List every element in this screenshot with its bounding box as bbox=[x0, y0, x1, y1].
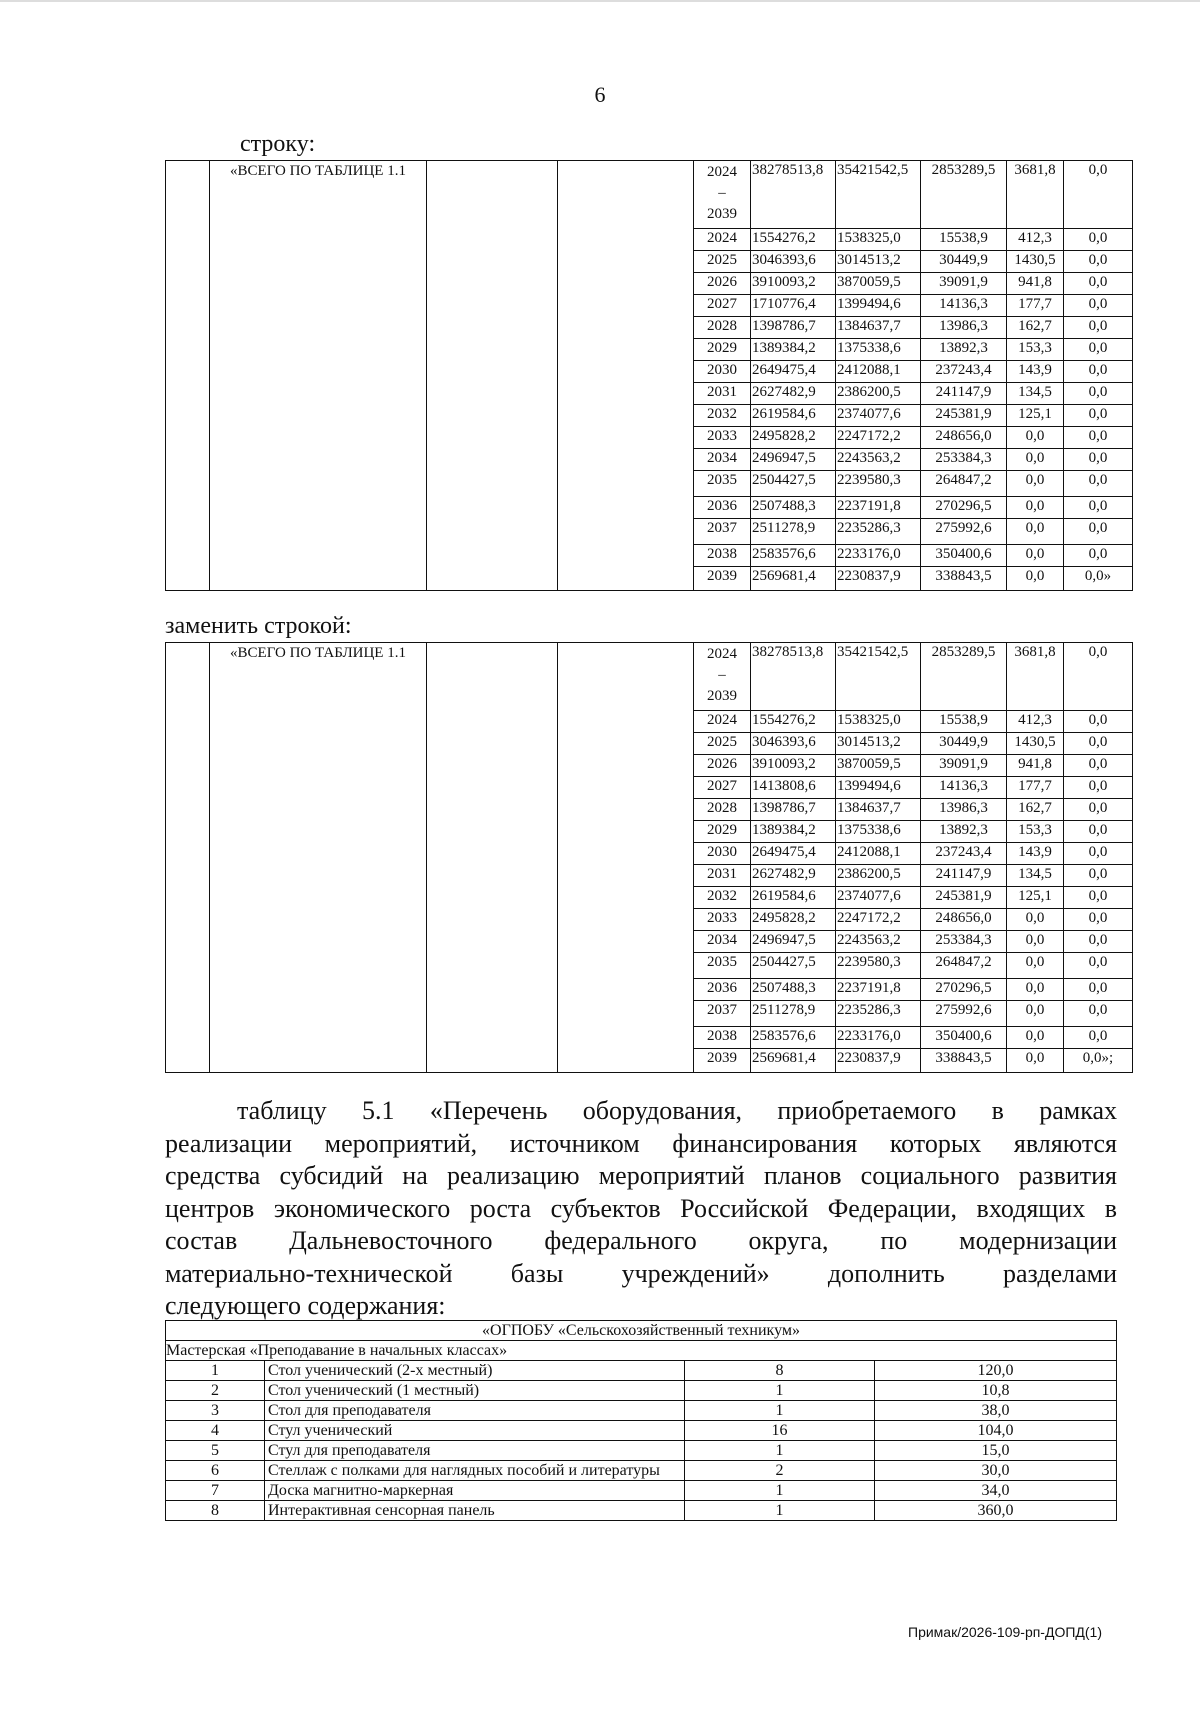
value-cell: 2649475,4 bbox=[751, 361, 836, 383]
value-cell: 0,0 bbox=[1064, 405, 1133, 427]
before-label: строку: bbox=[240, 131, 316, 157]
value-cell: 241147,9 bbox=[921, 383, 1007, 405]
value-cell: 177,7 bbox=[1007, 777, 1064, 799]
value-cell: 1389384,2 bbox=[751, 821, 836, 843]
value-cell: 0,0 bbox=[1007, 1001, 1064, 1027]
equipment-table bbox=[165, 1320, 1117, 1521]
equipment-name-cell: Доска магнитно-маркерная bbox=[265, 1481, 685, 1501]
value-cell: 2230837,9 bbox=[836, 1049, 921, 1073]
period-end: 2039 bbox=[707, 206, 737, 222]
value-cell: 0,0 bbox=[1007, 1049, 1064, 1073]
value-cell: 2507488,3 bbox=[751, 979, 836, 1001]
period-start: 2024 bbox=[707, 646, 737, 662]
equipment-qty-cell: 1 bbox=[685, 1401, 875, 1421]
value-cell: 39091,9 bbox=[921, 273, 1007, 295]
value-cell: 253384,3 bbox=[921, 449, 1007, 471]
value-cell: 2496947,5 bbox=[751, 931, 836, 953]
value-cell: 1554276,2 bbox=[751, 711, 836, 733]
value-cell: 13892,3 bbox=[921, 821, 1007, 843]
value-cell: 0,0 bbox=[1064, 471, 1133, 497]
paragraph-line: таблицу 5.1 «Перечень оборудования, приобретаемого в рамках bbox=[237, 1096, 1117, 1125]
empty-cell bbox=[558, 643, 694, 1073]
value-cell: 1384637,7 bbox=[836, 317, 921, 339]
period-cell bbox=[694, 643, 751, 711]
period-end: 2039 bbox=[707, 688, 737, 704]
value-cell: 0,0 bbox=[1007, 567, 1064, 591]
equipment-name-cell: Стул для преподавателя bbox=[265, 1441, 685, 1461]
equipment-sum-cell: 360,0 bbox=[875, 1501, 1117, 1521]
value-cell: 2247172,2 bbox=[836, 909, 921, 931]
value-cell: 14136,3 bbox=[921, 295, 1007, 317]
value-cell: 0,0 bbox=[1007, 449, 1064, 471]
paragraph-line: центров экономического роста субъектов Российской Федерации, входящих в bbox=[165, 1193, 1117, 1223]
value-cell: 0,0 bbox=[1064, 449, 1133, 471]
year-cell: 2025 bbox=[694, 733, 751, 755]
value-cell: 143,9 bbox=[1007, 361, 1064, 383]
year-cell: 2034 bbox=[694, 449, 751, 471]
paragraph-line: состав Дальневосточного федерального округа, по модернизации bbox=[165, 1226, 1117, 1255]
year-cell: 2035 bbox=[694, 471, 751, 497]
value-cell: 2247172,2 bbox=[836, 427, 921, 449]
value-cell: 2235286,3 bbox=[836, 1001, 921, 1027]
value-cell: 2243563,2 bbox=[836, 449, 921, 471]
equipment-name-cell: Стол ученический (1 местный) bbox=[265, 1381, 685, 1401]
value-cell: 275992,6 bbox=[921, 519, 1007, 545]
empty-cell bbox=[427, 643, 558, 1073]
equipment-sum-cell: 15,0 bbox=[875, 1441, 1117, 1461]
period-dash: – bbox=[718, 185, 726, 201]
value-cell: 3046393,6 bbox=[751, 251, 836, 273]
value-cell: 134,5 bbox=[1007, 383, 1064, 405]
value-cell: 0,0 bbox=[1064, 843, 1133, 865]
value-cell: 2412088,1 bbox=[836, 361, 921, 383]
value-cell: 412,3 bbox=[1007, 229, 1064, 251]
value-cell: 0,0 bbox=[1064, 931, 1133, 953]
equipment-qty-cell: 16 bbox=[685, 1421, 875, 1441]
equipment-n-cell: 5 bbox=[166, 1441, 265, 1461]
value-cell: 2233176,0 bbox=[836, 545, 921, 567]
value-cell: 0,0 bbox=[1064, 821, 1133, 843]
value-cell: 0,0 bbox=[1064, 887, 1133, 909]
value-cell: 1398786,7 bbox=[751, 317, 836, 339]
equipment-row bbox=[166, 1441, 1117, 1461]
value-cell: 1710776,4 bbox=[751, 295, 836, 317]
value-cell: 2619584,6 bbox=[751, 887, 836, 909]
value-cell: 2504427,5 bbox=[751, 471, 836, 497]
value-cell: 1399494,6 bbox=[836, 295, 921, 317]
equipment-sum-cell: 38,0 bbox=[875, 1401, 1117, 1421]
value-cell: 2237191,8 bbox=[836, 497, 921, 519]
value-cell: 0,0 bbox=[1064, 361, 1133, 383]
value-cell: 248656,0 bbox=[921, 909, 1007, 931]
value-cell: 125,1 bbox=[1007, 405, 1064, 427]
value-cell: 338843,5 bbox=[921, 1049, 1007, 1073]
value-cell: 0,0 bbox=[1007, 519, 1064, 545]
table-row bbox=[166, 643, 1133, 711]
value-cell: 0,0 bbox=[1064, 711, 1133, 733]
scan-edge bbox=[0, 0, 1200, 2]
value-cell: 0,0 bbox=[1064, 229, 1133, 251]
year-cell: 2026 bbox=[694, 755, 751, 777]
value-cell: 237243,4 bbox=[921, 843, 1007, 865]
value-cell: 338843,5 bbox=[921, 567, 1007, 591]
value-cell: 0,0 bbox=[1064, 909, 1133, 931]
value-cell: 2583576,6 bbox=[751, 1027, 836, 1049]
equipment-n-cell: 7 bbox=[166, 1481, 265, 1501]
year-cell: 2037 bbox=[694, 1001, 751, 1027]
value-cell: 15538,9 bbox=[921, 711, 1007, 733]
year-cell: 2029 bbox=[694, 821, 751, 843]
value-cell: 2412088,1 bbox=[836, 843, 921, 865]
value-cell: 2386200,5 bbox=[836, 865, 921, 887]
equipment-sum-cell: 104,0 bbox=[875, 1421, 1117, 1441]
equipment-row bbox=[166, 1481, 1117, 1501]
value-cell: 0,0 bbox=[1064, 519, 1133, 545]
year-cell: 2027 bbox=[694, 295, 751, 317]
value-cell: 0,0 bbox=[1007, 931, 1064, 953]
value-cell: 941,8 bbox=[1007, 273, 1064, 295]
value-cell: 162,7 bbox=[1007, 317, 1064, 339]
equipment-sum-cell: 34,0 bbox=[875, 1481, 1117, 1501]
value-cell: 38278513,8 bbox=[751, 643, 836, 711]
value-cell: 3014513,2 bbox=[836, 733, 921, 755]
value-cell: 0,0 bbox=[1007, 979, 1064, 1001]
value-cell: 0,0 bbox=[1064, 339, 1133, 361]
value-cell: 2496947,5 bbox=[751, 449, 836, 471]
year-cell: 2024 bbox=[694, 711, 751, 733]
value-cell: 0,0 bbox=[1064, 1027, 1133, 1049]
equipment-n-cell: 2 bbox=[166, 1381, 265, 1401]
year-cell: 2030 bbox=[694, 361, 751, 383]
year-cell: 2032 bbox=[694, 887, 751, 909]
value-cell: 0,0 bbox=[1007, 1027, 1064, 1049]
value-cell: 0,0 bbox=[1064, 733, 1133, 755]
value-cell: 13986,3 bbox=[921, 317, 1007, 339]
paragraph-line: материально-технической базы учреждений» дополнить разделами bbox=[165, 1258, 1117, 1288]
year-cell: 2034 bbox=[694, 931, 751, 953]
equipment-qty-cell: 1 bbox=[685, 1481, 875, 1501]
value-cell: 412,3 bbox=[1007, 711, 1064, 733]
value-cell: 2239580,3 bbox=[836, 471, 921, 497]
value-cell: 0,0 bbox=[1064, 777, 1133, 799]
period-cell bbox=[694, 161, 751, 229]
year-cell: 2031 bbox=[694, 865, 751, 887]
value-cell: 350400,6 bbox=[921, 1027, 1007, 1049]
value-cell: 241147,9 bbox=[921, 865, 1007, 887]
value-cell: 153,3 bbox=[1007, 821, 1064, 843]
value-cell: 153,3 bbox=[1007, 339, 1064, 361]
value-cell: 270296,5 bbox=[921, 979, 1007, 1001]
year-cell: 2029 bbox=[694, 339, 751, 361]
value-cell: 1399494,6 bbox=[836, 777, 921, 799]
equipment-name-cell: Стол ученический (2-х местный) bbox=[265, 1361, 685, 1381]
year-cell: 2026 bbox=[694, 273, 751, 295]
value-cell: 2233176,0 bbox=[836, 1027, 921, 1049]
value-cell: 2507488,3 bbox=[751, 497, 836, 519]
year-cell: 2036 bbox=[694, 979, 751, 1001]
equipment-row bbox=[166, 1381, 1117, 1401]
value-cell: 1384637,7 bbox=[836, 799, 921, 821]
equipment-qty-cell: 8 bbox=[685, 1361, 875, 1381]
new-total-table bbox=[165, 642, 1133, 1073]
equipment-n-cell: 4 bbox=[166, 1421, 265, 1441]
value-cell: 2619584,6 bbox=[751, 405, 836, 427]
value-cell: 1538325,0 bbox=[836, 711, 921, 733]
value-cell: 2504427,5 bbox=[751, 953, 836, 979]
value-cell: 13986,3 bbox=[921, 799, 1007, 821]
value-cell: 2649475,4 bbox=[751, 843, 836, 865]
period-dash: – bbox=[718, 667, 726, 683]
value-cell: 1538325,0 bbox=[836, 229, 921, 251]
value-cell: 248656,0 bbox=[921, 427, 1007, 449]
value-cell: 35421542,5 bbox=[836, 643, 921, 711]
after-label: заменить строкой: bbox=[165, 613, 352, 639]
table-row bbox=[166, 161, 1133, 229]
year-cell: 2030 bbox=[694, 843, 751, 865]
org-header: «ОГПОБУ «Сельскохозяйственный техникум» bbox=[166, 1321, 1117, 1341]
value-cell: 125,1 bbox=[1007, 887, 1064, 909]
value-cell: 2495828,2 bbox=[751, 909, 836, 931]
equipment-sum-cell: 30,0 bbox=[875, 1461, 1117, 1481]
value-cell: 1430,5 bbox=[1007, 251, 1064, 273]
value-cell: 3910093,2 bbox=[751, 273, 836, 295]
equipment-n-cell: 3 bbox=[166, 1401, 265, 1421]
page-number: 6 bbox=[594, 82, 606, 107]
value-cell: 38278513,8 bbox=[751, 161, 836, 229]
value-cell: 2237191,8 bbox=[836, 979, 921, 1001]
value-cell: 275992,6 bbox=[921, 1001, 1007, 1027]
value-cell: 2569681,4 bbox=[751, 1049, 836, 1073]
value-cell: 0,0 bbox=[1064, 273, 1133, 295]
value-cell: 0,0 bbox=[1064, 317, 1133, 339]
equipment-row bbox=[166, 1401, 1117, 1421]
value-cell: 3910093,2 bbox=[751, 755, 836, 777]
year-cell: 2039 bbox=[694, 567, 751, 591]
year-cell: 2025 bbox=[694, 251, 751, 273]
number-cell bbox=[166, 643, 210, 1073]
value-cell: 0,0 bbox=[1064, 643, 1133, 711]
equipment-row bbox=[166, 1361, 1117, 1381]
value-cell: 0,0 bbox=[1064, 545, 1133, 567]
value-cell: 0,0 bbox=[1064, 1001, 1133, 1027]
value-cell: 14136,3 bbox=[921, 777, 1007, 799]
year-cell: 2031 bbox=[694, 383, 751, 405]
value-cell: 2239580,3 bbox=[836, 953, 921, 979]
equipment-qty-cell: 1 bbox=[685, 1441, 875, 1461]
year-cell: 2035 bbox=[694, 953, 751, 979]
year-cell: 2038 bbox=[694, 545, 751, 567]
value-cell: 3681,8 bbox=[1007, 643, 1064, 711]
value-cell: 1375338,6 bbox=[836, 821, 921, 843]
value-cell: 237243,4 bbox=[921, 361, 1007, 383]
paragraph-line: средства субсидий на реализацию мероприятий планов социального развития bbox=[165, 1161, 1117, 1190]
value-cell: 0,0 bbox=[1007, 497, 1064, 519]
period-start: 2024 bbox=[707, 164, 737, 180]
old-total-table bbox=[165, 160, 1133, 591]
year-cell: 2028 bbox=[694, 799, 751, 821]
value-cell: 134,5 bbox=[1007, 865, 1064, 887]
value-cell: 30449,9 bbox=[921, 733, 1007, 755]
value-cell: 143,9 bbox=[1007, 843, 1064, 865]
year-cell: 2036 bbox=[694, 497, 751, 519]
amendment-paragraph bbox=[165, 1095, 1117, 1323]
value-cell: 2511278,9 bbox=[751, 1001, 836, 1027]
value-cell: 253384,3 bbox=[921, 931, 1007, 953]
value-cell: 245381,9 bbox=[921, 405, 1007, 427]
year-cell: 2028 bbox=[694, 317, 751, 339]
value-cell: 2627482,9 bbox=[751, 865, 836, 887]
value-cell: 0,0 bbox=[1064, 953, 1133, 979]
value-cell: 0,0 bbox=[1064, 251, 1133, 273]
equipment-name-cell: Стеллаж с полками для наглядных пособий и литературы bbox=[265, 1461, 685, 1481]
value-cell: 0,0» bbox=[1064, 567, 1133, 591]
equipment-row bbox=[166, 1501, 1117, 1521]
value-cell: 35421542,5 bbox=[836, 161, 921, 229]
equipment-name-cell: Стул ученический bbox=[265, 1421, 685, 1441]
equipment-n-cell: 8 bbox=[166, 1501, 265, 1521]
value-cell: 0,0 bbox=[1007, 953, 1064, 979]
equipment-qty-cell: 1 bbox=[685, 1501, 875, 1521]
value-cell: 3681,8 bbox=[1007, 161, 1064, 229]
value-cell: 0,0 bbox=[1064, 161, 1133, 229]
equipment-row bbox=[166, 1421, 1117, 1441]
value-cell: 3870059,5 bbox=[836, 273, 921, 295]
value-cell: 3870059,5 bbox=[836, 755, 921, 777]
number-cell bbox=[166, 161, 210, 591]
value-cell: 350400,6 bbox=[921, 545, 1007, 567]
value-cell: 2853289,5 bbox=[921, 643, 1007, 711]
value-cell: 2235286,3 bbox=[836, 519, 921, 545]
paragraph-line: следующего содержания: bbox=[165, 1291, 446, 1320]
equipment-qty-cell: 1 bbox=[685, 1381, 875, 1401]
value-cell: 3014513,2 bbox=[836, 251, 921, 273]
value-cell: 0,0 bbox=[1064, 427, 1133, 449]
value-cell: 1413808,6 bbox=[751, 777, 836, 799]
value-cell: 177,7 bbox=[1007, 295, 1064, 317]
value-cell: 2495828,2 bbox=[751, 427, 836, 449]
year-cell: 2033 bbox=[694, 427, 751, 449]
title-cell: «ВСЕГО ПО ТАБЛИЦЕ 1.1 bbox=[210, 643, 427, 1073]
value-cell: 3046393,6 bbox=[751, 733, 836, 755]
value-cell: 1430,5 bbox=[1007, 733, 1064, 755]
section-header: Мастерская «Преподавание в начальных классах» bbox=[166, 1341, 1117, 1361]
value-cell: 270296,5 bbox=[921, 497, 1007, 519]
value-cell: 2583576,6 bbox=[751, 545, 836, 567]
value-cell: 245381,9 bbox=[921, 887, 1007, 909]
paragraph-line: реализации мероприятий, источником финансирования которых являются bbox=[165, 1128, 1117, 1158]
value-cell: 0,0»; bbox=[1064, 1049, 1133, 1073]
value-cell: 2853289,5 bbox=[921, 161, 1007, 229]
equipment-qty-cell: 2 bbox=[685, 1461, 875, 1481]
title-cell: «ВСЕГО ПО ТАБЛИЦЕ 1.1 bbox=[210, 161, 427, 591]
year-cell: 2032 bbox=[694, 405, 751, 427]
value-cell: 0,0 bbox=[1064, 755, 1133, 777]
value-cell: 2511278,9 bbox=[751, 519, 836, 545]
document-footer: Примак/2026-109-рп-ДОПД(1) bbox=[908, 1624, 1102, 1640]
value-cell: 941,8 bbox=[1007, 755, 1064, 777]
year-cell: 2024 bbox=[694, 229, 751, 251]
value-cell: 1554276,2 bbox=[751, 229, 836, 251]
value-cell: 0,0 bbox=[1007, 545, 1064, 567]
year-cell: 2038 bbox=[694, 1027, 751, 1049]
equipment-name-cell: Интерактивная сенсорная панель bbox=[265, 1501, 685, 1521]
value-cell: 264847,2 bbox=[921, 471, 1007, 497]
value-cell: 1398786,7 bbox=[751, 799, 836, 821]
value-cell: 1375338,6 bbox=[836, 339, 921, 361]
equipment-sum-cell: 120,0 bbox=[875, 1361, 1117, 1381]
equipment-n-cell: 6 bbox=[166, 1461, 265, 1481]
value-cell: 13892,3 bbox=[921, 339, 1007, 361]
value-cell: 0,0 bbox=[1064, 497, 1133, 519]
value-cell: 2230837,9 bbox=[836, 567, 921, 591]
year-cell: 2033 bbox=[694, 909, 751, 931]
value-cell: 15538,9 bbox=[921, 229, 1007, 251]
year-cell: 2037 bbox=[694, 519, 751, 545]
equipment-name-cell: Стол для преподавателя bbox=[265, 1401, 685, 1421]
value-cell: 0,0 bbox=[1064, 383, 1133, 405]
value-cell: 2374077,6 bbox=[836, 887, 921, 909]
equipment-sum-cell: 10,8 bbox=[875, 1381, 1117, 1401]
value-cell: 2243563,2 bbox=[836, 931, 921, 953]
equipment-row bbox=[166, 1461, 1117, 1481]
empty-cell bbox=[427, 161, 558, 591]
value-cell: 1389384,2 bbox=[751, 339, 836, 361]
value-cell: 0,0 bbox=[1064, 979, 1133, 1001]
value-cell: 0,0 bbox=[1007, 471, 1064, 497]
value-cell: 0,0 bbox=[1007, 427, 1064, 449]
value-cell: 2386200,5 bbox=[836, 383, 921, 405]
value-cell: 0,0 bbox=[1064, 865, 1133, 887]
year-cell: 2027 bbox=[694, 777, 751, 799]
empty-cell bbox=[558, 161, 694, 591]
value-cell: 0,0 bbox=[1064, 295, 1133, 317]
value-cell: 0,0 bbox=[1007, 909, 1064, 931]
value-cell: 2627482,9 bbox=[751, 383, 836, 405]
value-cell: 39091,9 bbox=[921, 755, 1007, 777]
value-cell: 30449,9 bbox=[921, 251, 1007, 273]
value-cell: 264847,2 bbox=[921, 953, 1007, 979]
value-cell: 0,0 bbox=[1064, 799, 1133, 821]
value-cell: 162,7 bbox=[1007, 799, 1064, 821]
equipment-n-cell: 1 bbox=[166, 1361, 265, 1381]
value-cell: 2374077,6 bbox=[836, 405, 921, 427]
year-cell: 2039 bbox=[694, 1049, 751, 1073]
value-cell: 2569681,4 bbox=[751, 567, 836, 591]
